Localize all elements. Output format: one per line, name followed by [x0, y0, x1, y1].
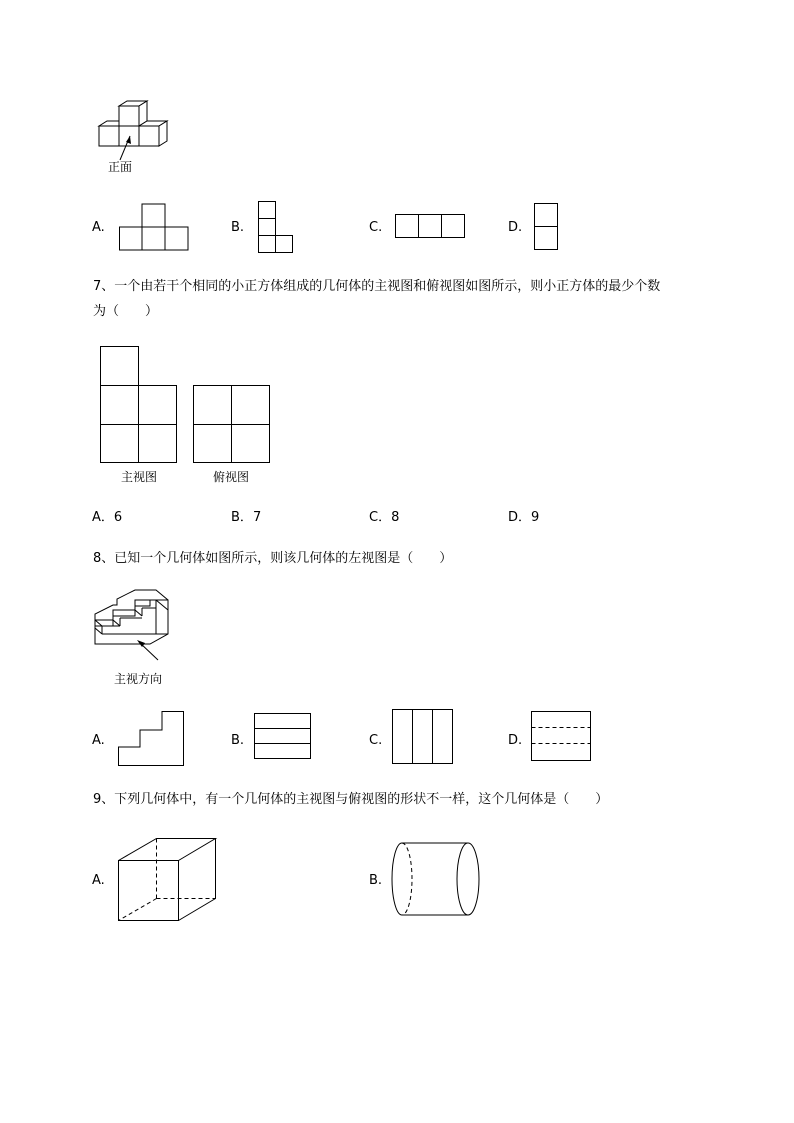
front-view-caption: 主视图	[121, 470, 158, 484]
q8-option-b-label[interactable]: B.	[231, 733, 245, 748]
q8-option-c-figure[interactable]	[392, 709, 456, 765]
q6-option-a-label[interactable]: A.	[92, 220, 105, 235]
q8-option-a-figure[interactable]	[118, 711, 186, 767]
q7-text-line1: 7、一个由若干个相同的小正方体组成的几何体的主视图和俯视图如图所示，则小正方体的最少个数	[93, 279, 661, 294]
top-view-figure	[193, 385, 273, 465]
q6-option-c-label[interactable]: C.	[369, 220, 383, 235]
q9-option-b-cylinder-figure[interactable]	[390, 842, 482, 918]
q6-option-b-figure[interactable]	[258, 201, 294, 253]
q8-text: 8、已知一个几何体如图所示，则该几何体的左视图是（ ）	[93, 551, 453, 566]
q8-option-d-label[interactable]: D.	[508, 733, 523, 748]
direction-caption: 主视方向	[114, 672, 163, 686]
front-label: 正面	[108, 160, 133, 174]
stair-solid-figure	[92, 590, 172, 662]
top-view-caption: 俯视图	[213, 470, 250, 484]
cube-stack-figure	[90, 98, 180, 158]
q7-option-d[interactable]: D．9	[508, 510, 540, 525]
q7-text-line2: 为（ ）	[93, 304, 159, 319]
q7-option-a[interactable]: A．6	[92, 510, 123, 525]
q6-option-c-figure[interactable]	[395, 214, 467, 239]
q6-option-d-label[interactable]: D.	[508, 220, 523, 235]
q7-option-c[interactable]: C．8	[369, 510, 400, 525]
q8-option-d-figure[interactable]	[531, 711, 595, 763]
q9-text: 9、下列几何体中，有一个几何体的主视图与俯视图的形状不一样，这个几何体是（ ）	[93, 792, 609, 807]
q8-option-c-label[interactable]: C.	[369, 733, 383, 748]
q6-option-d-figure[interactable]	[534, 203, 560, 251]
q6-option-b-label[interactable]: B.	[231, 220, 245, 235]
q9-option-a-cube-figure[interactable]	[116, 838, 220, 924]
front-view-figure	[100, 346, 180, 464]
q9-option-b-label[interactable]: B.	[369, 873, 383, 888]
q7-option-b[interactable]: B．7	[231, 510, 262, 525]
q6-option-a-figure[interactable]	[119, 203, 191, 251]
q9-option-a-label[interactable]: A.	[92, 873, 105, 888]
q8-option-a-label[interactable]: A.	[92, 733, 105, 748]
q8-option-b-figure[interactable]	[254, 713, 314, 761]
